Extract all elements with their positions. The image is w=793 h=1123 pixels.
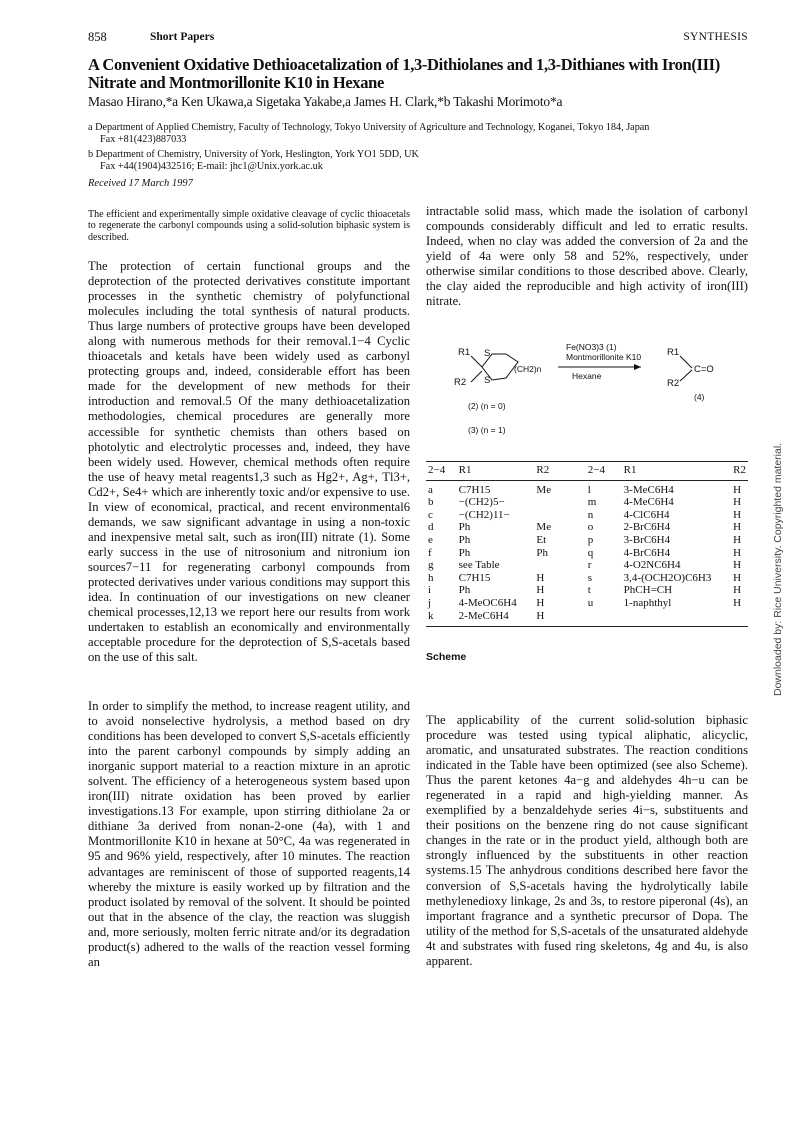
body-paragraph-3: intractable solid mass, which made the isolation of carbonyl compounds considerably difficult and led to erratic results. Indeed, when no clay was added the conversion of 2a and the yield of 4a were only 58 and 52%, respectively, under otherwise similar conditions to those described above. Clearly, the clay aided the reproducible and high activity of iron(III) nitrate. bbox=[426, 204, 748, 309]
table-cell: C7H15 bbox=[458, 571, 491, 584]
table-cell: r bbox=[587, 559, 592, 572]
table-row bbox=[426, 534, 748, 547]
body-paragraph-1: The protection of certain functional groups and the deprotection of the protected derivatives constitute important processes in the synthetic chemistry of polyfunctional molecules including the total synthesis of natural products. Thus large numbers of protective groups have been developed along with numerous methods for their removal.1−4 Cyclic thioacetals and ketals have been widely used as carbonyl protecting groups and, indeed, considerable effort has been made for the development of new methods for their introduction and removal.5 Of the many dethioacetalization methodologies, chemical procedures are generally more accessible for synthetic chemists than others based on photolytic and electrolytic processes and, indeed, they have been widely used. However, chemical methods often require the use of heavy metal reagents1,3 such as Hg2+, Ag+, Tl3+, Cd2+, Se4+ which are inherently toxic and/or expensive to use. In view of economical, practical, and recent environmental6 demands, we saw significant advantage in using a non-toxic and inexpensive metal salt, such as iron(III) nitrate (1). Some early success in the use of nitrosonium and nitronium ion sources7−11 for regenerating carbonyl compounds from protected derivatives under various conditions may support this idea. In continuation of our investigations on new cleaner chemical processes,12,13 we report here our results from work undertaken to establish an economically and environmentally acceptable procedure for the deprotection of S,S-acetals based on the use of this salt. bbox=[88, 259, 410, 665]
substituent-r1-label: R1 bbox=[458, 347, 471, 358]
table-row bbox=[426, 521, 748, 534]
table-cell bbox=[731, 610, 748, 627]
table-row bbox=[426, 547, 748, 560]
table-cell: 4-O2NC6H4 bbox=[623, 559, 681, 572]
table-cell: p bbox=[587, 533, 594, 546]
table-cell bbox=[534, 509, 585, 522]
support-label: Montmorillonite K10 bbox=[566, 352, 642, 362]
table-cell: n bbox=[587, 508, 594, 521]
product-bonds bbox=[680, 356, 692, 381]
table-cell: H bbox=[733, 508, 742, 521]
download-watermark: Downloaded by: Rice University. Copyrighted material. bbox=[772, 442, 784, 696]
table-row bbox=[426, 559, 748, 572]
solvent-label: Hexane bbox=[572, 371, 602, 381]
table-cell: 2-MeC6H4 bbox=[457, 610, 535, 627]
table-cell: −(CH2)5− bbox=[458, 496, 505, 509]
table-cell: 4-BrC6H4 bbox=[623, 546, 671, 559]
body-paragraph-2: In order to simplify the method, to increase reagent utility, and to avoid nonselective hydrolysis, a method based on dry conditions has been developed to convert S,S-acetals efficiently into the parent carbonyl compounds by simply adding an inorganic support material to a reaction mixture in an aprotic solvent. The efficiency of a heterogeneous system based upon iron(III) nitrate oxidation has been proved by earlier investigations.13 For example, upon stirring dithiolane 2a or dithiane 3a derived from nonan-2-one (4a), with 1 and Montmorillonite K10 in hexane at 50°C, 4a was regenerated in 95 and 96% yield, respectively, after 10 minutes. The reaction advantages are reminiscent of those of supported reagents,14 whereby the mixture is easily worked up by filtration and the product isolated by removal of the solvent. It should be pointed out that in the absence of the clay, the reaction was sluggish and, more seriously, molten ferric nitrate and/or its degradation product(s) adhered to the walls of the reaction vessel forming an bbox=[88, 699, 410, 969]
table-cell: H bbox=[733, 571, 742, 584]
affiliation-b bbox=[88, 149, 758, 172]
table-cell: 4-MeOC6H4 bbox=[458, 596, 517, 609]
author-list: Masao Hirano,*a Ken Ukawa,a Sigetaka Yakabe,a James H. Clark,*b Takashi Morimoto*a bbox=[88, 94, 563, 109]
table-cell: Me bbox=[536, 521, 552, 534]
table-cell: Et bbox=[536, 533, 547, 546]
column-header: R1 bbox=[458, 464, 472, 476]
column-header: 2−4 bbox=[587, 464, 605, 476]
page-number: 858 bbox=[88, 30, 107, 44]
compound-2-label: (2) (n = 0) bbox=[468, 401, 506, 411]
affiliation-a-address: a Department of Applied Chemistry, Faculty of Technology, Tokyo University of Agriculture and Technology, Koganei, Tokyo 184, Japan bbox=[88, 122, 650, 133]
table-cell: 2-BrC6H4 bbox=[623, 521, 671, 534]
ring-sulfur-bottom: S bbox=[484, 375, 491, 386]
column-header: 2−4 bbox=[428, 464, 446, 476]
ring-sulfur-top: S bbox=[484, 348, 491, 359]
table-cell: Ph bbox=[458, 584, 471, 597]
column-header: R2 bbox=[536, 464, 550, 476]
substituent-table bbox=[426, 461, 748, 627]
table-cell bbox=[534, 496, 585, 509]
table-row bbox=[426, 480, 748, 496]
table-cell: 1-naphthyl bbox=[623, 596, 672, 609]
table-cell: i bbox=[428, 584, 432, 597]
column-header: R1 bbox=[623, 464, 637, 476]
table-row bbox=[426, 610, 748, 627]
ring-ch2-label: (CH2)n bbox=[514, 364, 542, 374]
table-cell: see Table bbox=[458, 559, 500, 572]
table-cell: Ph bbox=[458, 546, 471, 559]
table-cell: C7H15 bbox=[458, 483, 491, 496]
table-cell: c bbox=[428, 508, 433, 521]
substituent-r2-label: R2 bbox=[454, 377, 467, 388]
table-cell: 4-ClC6H4 bbox=[623, 508, 670, 521]
table-cell: H bbox=[733, 521, 742, 534]
table-row bbox=[426, 509, 748, 522]
table-cell: Me bbox=[536, 483, 552, 496]
reaction-scheme bbox=[426, 336, 748, 446]
substituent-bonds bbox=[471, 356, 482, 382]
table-cell: H bbox=[733, 584, 742, 597]
table-cell: e bbox=[428, 533, 433, 546]
product-r1-label: R1 bbox=[667, 347, 680, 358]
table-cell: PhCH=CH bbox=[623, 584, 673, 597]
reagent-label: Fe(NO3)3 (1) bbox=[566, 342, 617, 352]
section-name: Short Papers bbox=[150, 31, 215, 43]
table-cell: H bbox=[733, 559, 742, 572]
table-cell: u bbox=[587, 596, 594, 609]
table-cell: Ph bbox=[458, 521, 471, 534]
table-cell: k bbox=[426, 610, 457, 627]
body-paragraph-4: The applicability of the current solid-solution biphasic procedure was tested using typical aliphatic, alicyclic, aromatic, and unsaturated substrates. The reaction conditions indicated in the Table have been optimized (see also Scheme). Thus the parent ketones 4a−g and aldehydes 4h−u can be regenerated in a rapid and high-yielding manner. As exemplified by a benzaldehyde series 4i−s, substituents and their positions on the benzene ring do not cause significant changes in the rate or in the product yield, although both are strongly influenced by the substituents in other reaction systems.15 The anhydrous conditions described here favor the conversion of S,S-acetals having the hydrolytically labile methylenedioxy linkage, 2s and 3s, to restore piperonal (4s), an important fragrance and a synthetic precursor of Dopa. The utility of the method for S,S-acetals of the unsaturated aldehyde 4t and substrates with fused ring skeletons, 4g and 4u, is also apparent. bbox=[426, 713, 748, 968]
table-cell: b bbox=[428, 496, 434, 509]
arrow-head bbox=[634, 364, 641, 370]
table-cell: −(CH2)11− bbox=[458, 508, 510, 521]
table-cell: 4-MeC6H4 bbox=[623, 496, 674, 509]
table-cell: 3-BrC6H4 bbox=[623, 533, 671, 546]
compound-4-label: (4) bbox=[694, 392, 705, 402]
table-cell: m bbox=[587, 496, 597, 509]
table-cell: H bbox=[733, 533, 742, 546]
table-cell: j bbox=[428, 596, 432, 609]
table-cell: s bbox=[587, 571, 593, 584]
table-cell: H bbox=[733, 546, 742, 559]
table-cell: q bbox=[587, 546, 594, 559]
table-cell: f bbox=[428, 546, 432, 559]
table-cell bbox=[534, 559, 585, 572]
table-cell: 3,4-(OCH2O)C6H3 bbox=[623, 571, 712, 584]
table-header-row bbox=[426, 462, 748, 481]
table-cell: H bbox=[733, 596, 742, 609]
abstract: The efficient and experimentally simple oxidative cleavage of cyclic thioacetals to regenerate the carbonyl compounds using a solid-solution biphasic system is described. bbox=[88, 209, 410, 243]
table-cell: H bbox=[733, 483, 742, 496]
table-cell bbox=[586, 610, 622, 627]
table-cell: t bbox=[587, 584, 591, 597]
table-cell: h bbox=[428, 571, 434, 584]
table-cell: o bbox=[587, 521, 594, 534]
table-row bbox=[426, 597, 748, 610]
table-cell: g bbox=[428, 559, 434, 572]
table-cell: a bbox=[428, 483, 433, 496]
table-cell: H bbox=[536, 584, 545, 597]
product-r2-label: R2 bbox=[667, 378, 680, 389]
table-row bbox=[426, 584, 748, 597]
table-cell: Ph bbox=[458, 533, 471, 546]
paper-title: A Convenient Oxidative Dethioacetalization of 1,3-Dithiolanes and 1,3-Dithianes with Iron(III) Nitrate and Montmorillonite K10 in Hexane bbox=[88, 55, 720, 92]
affiliation-b-address: b Department of Chemistry, University of York, Heslington, York YO1 5DD, UK bbox=[88, 149, 419, 160]
table-cell: H bbox=[536, 596, 545, 609]
affiliation-b-fax: Fax +44(1904)432516; E-mail: jhc1@Unix.york.ac.uk bbox=[100, 160, 323, 172]
table-cell: d bbox=[428, 521, 434, 534]
affiliation-a bbox=[88, 122, 758, 145]
table-cell: 3-MeC6H4 bbox=[623, 483, 674, 496]
table-row bbox=[426, 496, 748, 509]
table-cell: H bbox=[733, 496, 742, 509]
table-row bbox=[426, 572, 748, 585]
journal-name: SYNTHESIS bbox=[683, 31, 748, 43]
table-cell: H bbox=[534, 610, 585, 627]
received-date: Received 17 March 1997 bbox=[88, 178, 193, 189]
table-cell: l bbox=[587, 483, 591, 496]
column-header: R2 bbox=[733, 464, 746, 476]
affiliation-a-fax: Fax +81(423)887033 bbox=[100, 133, 187, 145]
compound-3-label: (3) (n = 1) bbox=[468, 425, 506, 435]
scheme-caption: Scheme bbox=[426, 651, 467, 663]
table-cell bbox=[622, 610, 731, 627]
carbonyl-group: C=O bbox=[694, 364, 714, 375]
table-cell: H bbox=[536, 571, 545, 584]
table-cell: Ph bbox=[536, 546, 549, 559]
